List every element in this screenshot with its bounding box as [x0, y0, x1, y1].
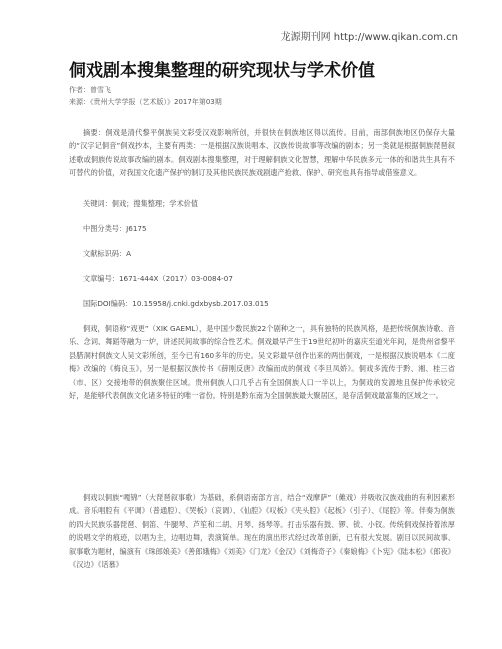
article-source: 来源：《贵州大学学报（艺术版）》2017年第03期	[69, 98, 222, 106]
classification-number: 中图分类号：J6175	[83, 224, 147, 233]
site-header: 龙源期刊网 http://www.qikan.com.cn	[280, 32, 458, 43]
article-number: 文章编号：1671-444X（2017）03-0084-07	[83, 274, 233, 283]
keywords: 关键词：侗戏；搜集整理；学术价值	[83, 199, 199, 208]
doi: 国际DOI编码：10.15958/j.cnki.gdxbysb.2017.03.015	[83, 299, 269, 308]
document-code: 文献标识码：A	[83, 249, 132, 258]
abstract: 摘要：侗戏是清代黎平侗族吴文彩受汉戏影响所创，并很快在侗族地区得以流传。目前，南部侗族地区仍保存大量的“汉字记侗音”侗戏抄本，主要有两类：一是根据汉族说唱本、汉族传说故事等改编的剧本；另一类就是根据侗族琵琶叙述歌或侗族传说故事改编的剧本。侗戏剧本搜集整理，对于理解侗族文化智慧，理解中华民族多元一体的和谐共生具有不可替代的价值，对我国文化遗产保护的制订及其他民族民族戏剧遗产抢救、保护、研究也具有指导或借鉴意义。	[69, 128, 455, 178]
body-paragraph-2: 侗戏以侗族“嘎锦”（大琵琶叙事歌）为基础，系侗语南部方言，结合“戏摩萨”（傩戏）并吸收汉族戏曲的有利因素形成。音乐唱腔有《平调》（普通腔）、《哭板》（哀调）、《仙腔》《叹板》《夹头腔》《起板》（引子）、《尾腔》等。伴奏为侗族的四大民族乐器琵琶、侗笛、牛腿琴、芦笙和二胡、月琴、扬琴等。打击乐器有鼓、锣、钹、小钗。传统侗戏保持着浓厚的说唱文学的痕迹，以唱为主，边唱边舞，表演简单。现在的演出形式经过改革创新，已有很大发展。剧目以民间故事、叙事歌为题材，编演有《珠郎娘美》《善郎娥梅》《刘美》《门龙》《金汉》《刘梅奇子》《秦娘梅》《卜宪》《陆本松》《郎夜》《汉边》《话慕》	[69, 493, 455, 570]
body-paragraph-1: 侗戏，侗语称“戏更”（XIK GAEML），是中国少数民族22个剧种之一，具有独特的民族风格，是把传统侗族诗歌、音乐、念词、舞蹈等融为一炉，讲述民间故事的综合性艺术。侗戏最早产生于19世纪初叶的嘉庆至道光年间，是贵州省黎平县腊洞村侗族文人吴文彩所创，至今已有160多年的历史。吴文彩最早创作出来的两出侗戏，一是根据汉族说唱本《二度梅》改编的《梅良玉》，另一是根据汉族传书《薛刚反唐》改编而成的侗戏《李旦凤娇》。侗戏多流传于黔、湘、桂三省（市、区）交接地带的侗族聚住区域。贵州侗族人口几乎占有全国侗族人口一半以上，为侗戏的发源地且保护传承较完好，是能够代表侗族文化诸多特征的唯一省份。特别是黔东南为全国侗族最大聚居区，是存活侗戏最富集的区域之一。	[69, 324, 455, 401]
article-author: 作者：曾雪飞	[69, 86, 111, 94]
article-title: 侗戏剧本搜集整理的研究现状与学术价值	[69, 61, 375, 81]
